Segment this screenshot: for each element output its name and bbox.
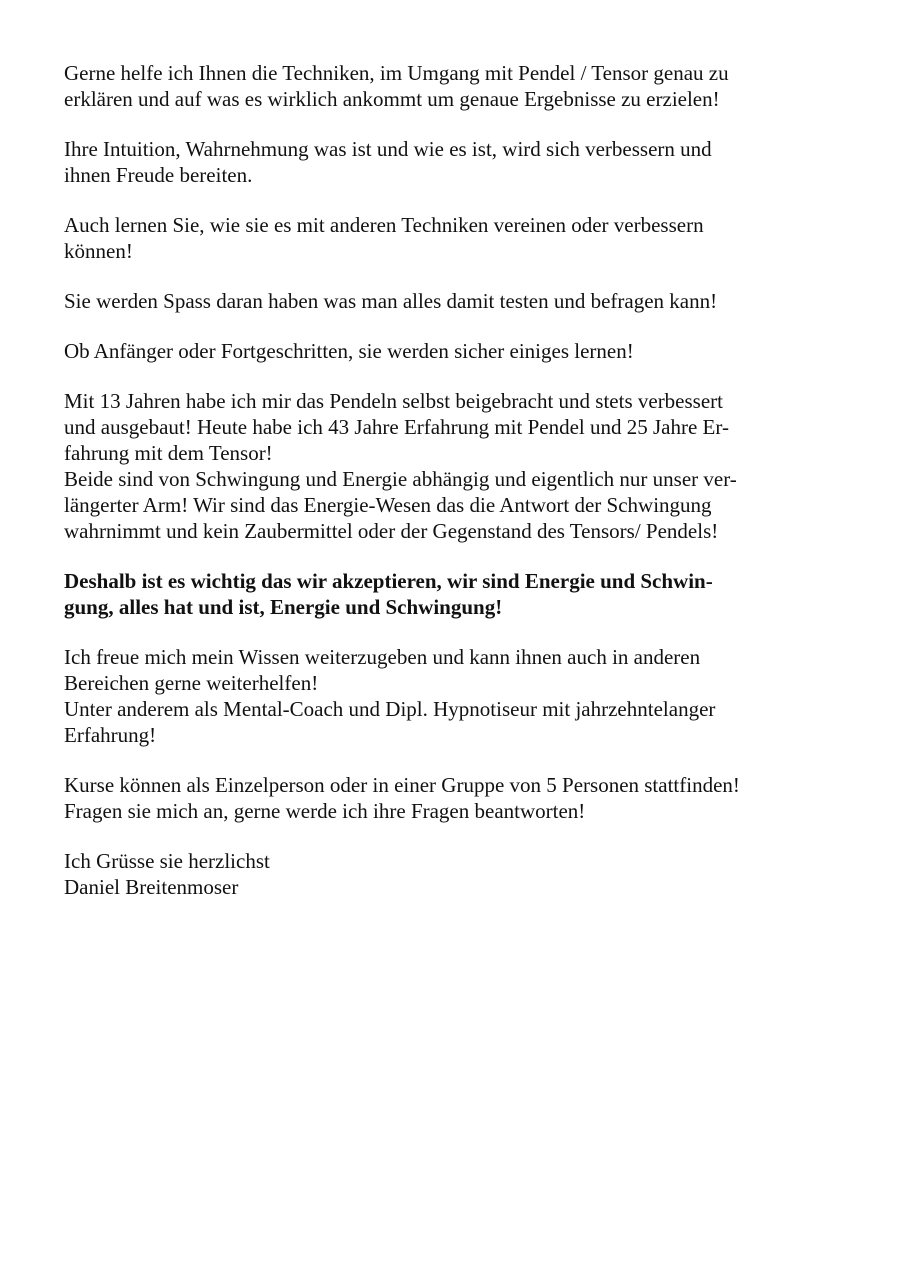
paragraph-pendel-techniken: [64, 60, 864, 112]
text-line: Deshalb ist es wichtig das wir akzeptieren, wir sind Energie und Schwin-: [64, 569, 713, 593]
text-line: Bereichen gerne weiterhelfen!: [64, 671, 319, 695]
paragraph-wissen-weitergeben: [64, 644, 864, 748]
text-line: Gerne helfe ich Ihnen die Techniken, im Umgang mit Pendel / Tensor genau zu: [64, 61, 729, 85]
text-line: erklären und auf was es wirklich ankommt um genaue Ergebnisse zu erzielen!: [64, 87, 720, 111]
paragraph-spass: [64, 288, 864, 314]
author-name: Daniel Breitenmoser: [64, 875, 239, 899]
paragraph-energie-schwingung-emphasis: [64, 568, 864, 620]
text-line: Kurse können als Einzelperson oder in einer Gruppe von 5 Personen stattfinden!: [64, 773, 740, 797]
text-line: längerter Arm! Wir sind das Energie-Wesen das die Antwort der Schwingung: [64, 493, 712, 517]
text-line: Sie werden Spass daran haben was man alles damit testen und befragen kann!: [64, 289, 718, 313]
text-line: Ich freue mich mein Wissen weiterzugeben und kann ihnen auch in anderen: [64, 645, 701, 669]
text-line: Mit 13 Jahren habe ich mir das Pendeln selbst beigebracht und stets verbessert: [64, 389, 723, 413]
paragraph-kurse: [64, 772, 864, 824]
paragraph-intuition: [64, 136, 864, 188]
document-body: [64, 60, 864, 924]
text-line: und ausgebaut! Heute habe ich 43 Jahre Erfahrung mit Pendel und 25 Jahre Er-: [64, 415, 729, 439]
text-line: Ihre Intuition, Wahrnehmung was ist und wie es ist, wird sich verbessern und: [64, 137, 712, 161]
text-line: Fragen sie mich an, gerne werde ich ihre Fragen beantworten!: [64, 799, 586, 823]
closing-signature: [64, 848, 864, 900]
text-line: gung, alles hat und ist, Energie und Schwingung!: [64, 595, 503, 619]
text-line: Auch lernen Sie, wie sie es mit anderen Techniken vereinen oder verbessern: [64, 213, 704, 237]
text-line: wahrnimmt und kein Zaubermittel oder der Gegenstand des Tensors/ Pendels!: [64, 519, 719, 543]
text-line: Ob Anfänger oder Fortgeschritten, sie werden sicher einiges lernen!: [64, 339, 634, 363]
text-line: fahrung mit dem Tensor!: [64, 441, 273, 465]
paragraph-anfaenger: [64, 338, 864, 364]
paragraph-erfahrung: [64, 388, 864, 544]
text-line: Beide sind von Schwingung und Energie abhängig und eigentlich nur unser ver-: [64, 467, 737, 491]
text-line: können!: [64, 239, 133, 263]
text-line: Unter anderem als Mental-Coach und Dipl. Hypnotiseur mit jahrzehntelanger: [64, 697, 716, 721]
paragraph-andere-techniken: [64, 212, 864, 264]
greeting-line: Ich Grüsse sie herzlichst: [64, 849, 270, 873]
text-line: ihnen Freude bereiten.: [64, 163, 253, 187]
text-line: Erfahrung!: [64, 723, 157, 747]
